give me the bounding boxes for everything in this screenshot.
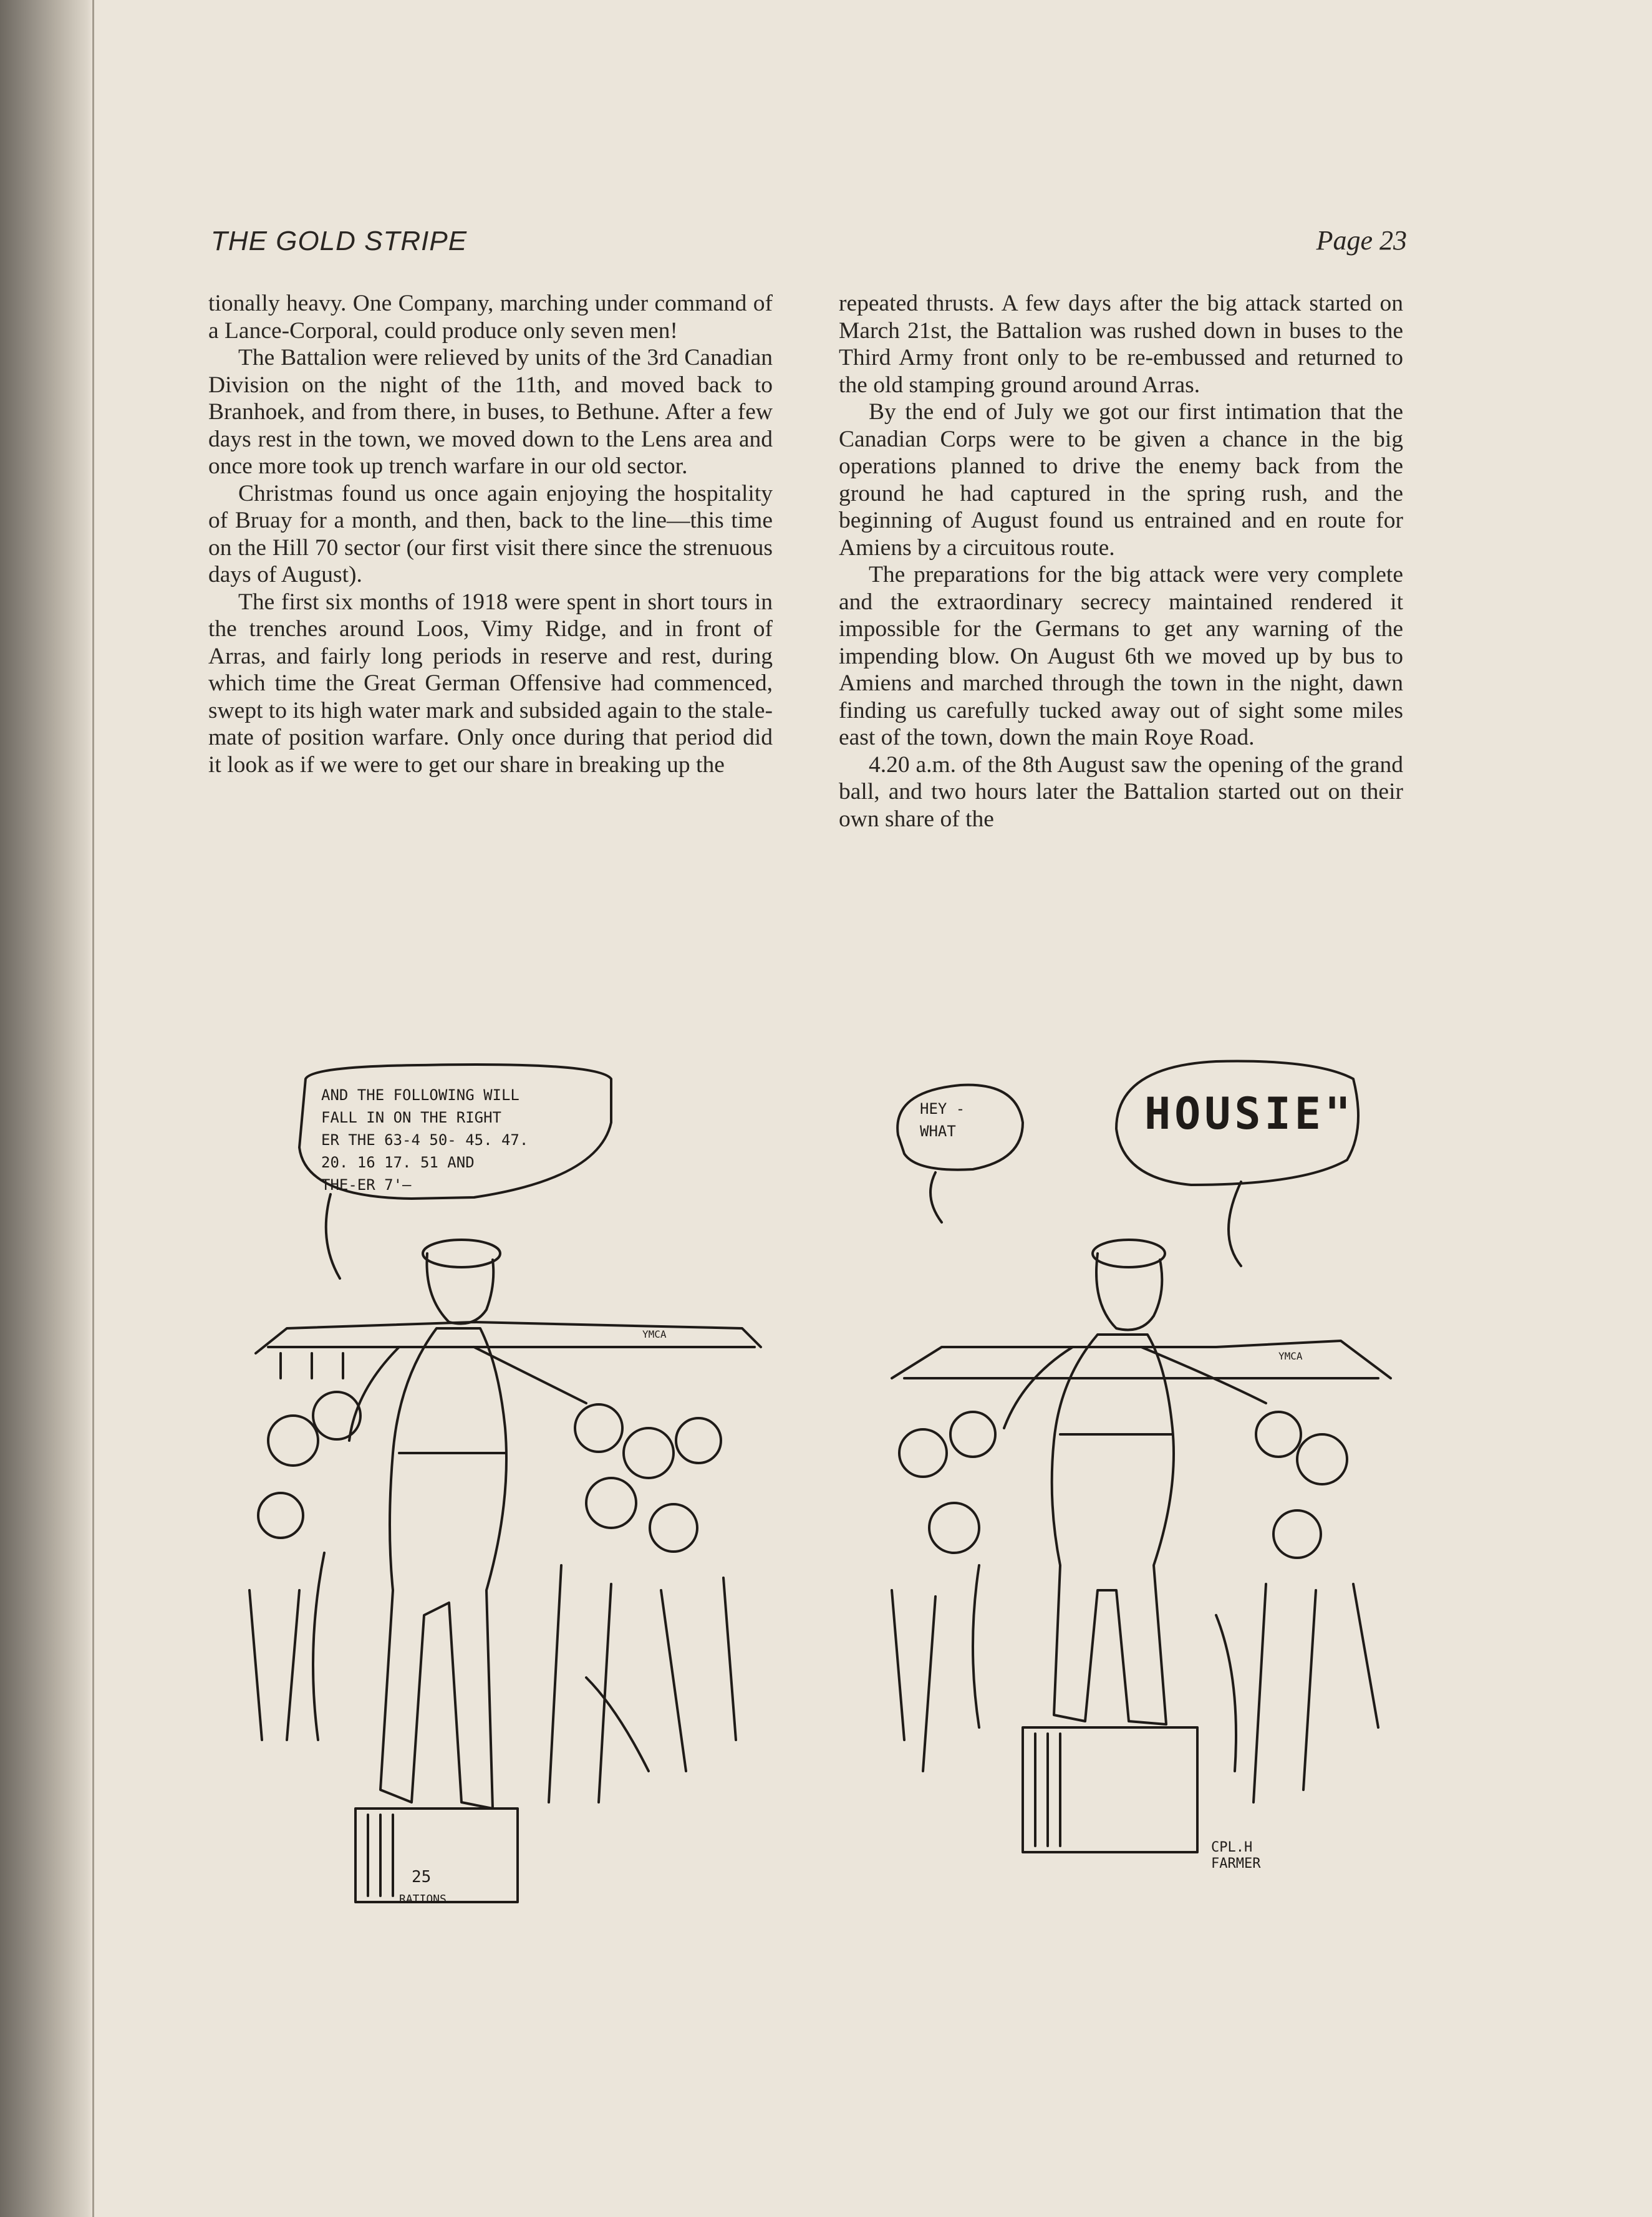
running-title: THE GOLD STRIPE xyxy=(211,226,468,256)
hut-sign: YMCA xyxy=(642,1328,667,1340)
hut-sign: YMCA xyxy=(1278,1350,1303,1362)
big-speech-bubble-text: HOUSIE" xyxy=(1144,1088,1355,1139)
page-number: Page 23 xyxy=(1316,225,1407,256)
book-binding-shadow xyxy=(0,0,94,2217)
paragraph: tionally heavy. One Company, marching under command of a Lance-Corporal, could produce only seven men! xyxy=(208,291,773,344)
paragraph: The preparations for the big attack were very complete and the extraordinary secrecy maintained rendered it impossible for the Germans to get any warning of the impending blow. On August 6th we moved up by bus to Amiens and marched through the town in the night, dawn finding us carefully tucked away out of sight some miles east of the town, down the main Roye Road. xyxy=(839,562,1403,750)
box-number: 25 xyxy=(412,1868,432,1886)
paragraph: By the end of July we got our first intimation that the Canadian Corps were to be given a chance in the big operations planned to drive the enemy back from the ground he had captured in the spring rush, and the beginning of August found us entrained and en route for Amiens by a circuitous route. xyxy=(839,399,1403,561)
speech-bubble-text: AND THE FOLLOWING WILL FALL IN ON THE RIGHT ER THE 63-4 50- 45. 47. 20. 16 17. 51 AND THE-ER 7'— xyxy=(321,1086,529,1194)
box-label: RATIONS xyxy=(399,1893,447,1906)
right-text-column xyxy=(839,290,1403,833)
cartoon-officer-reading-list xyxy=(212,1054,804,1971)
cartoon-officer-calling-housie xyxy=(867,1054,1416,1908)
page-edge xyxy=(92,0,94,2217)
artist-signature: CPL.H FARMER xyxy=(1211,1840,1261,1872)
paragraph: Christmas found us once again enjoying the hospitality of Bruay for a month, and then, back to the line—this time on the Hill 70 sector (our first visit there since the strenuous days of August). xyxy=(208,480,773,587)
paragraph: The first six months of 1918 were spent in short tours in the trenches around Loos, Vimy Ridge, and in front of Arras, and fairly long periods in reserve and rest, during which time the Great German Offensive had commenced, swept to its high water mark and subsided again to the stale-mate of position warfare. Only once during that period did it look as if we were to get our share in breaking up the xyxy=(208,589,773,778)
paragraph: 4.20 a.m. of the 8th August saw the opening of the grand ball, and two hours later the Battalion started out on their own share of the xyxy=(839,751,1403,832)
paragraph: The Battalion were relieved by units of the 3rd Canadian Division on the night of the 11th, and moved back to Branhoek, and from there, in buses, to Bethune. After a few days rest in the town, we moved down to the Lens area and once more took up trench warfare in our old sector. xyxy=(208,345,773,479)
paragraph: repeated thrusts. A few days after the big attack started on March 21st, the Battalion was rushed down in buses to the Third Army front only to be re-embussed and returned to the old stamping ground around Arras. xyxy=(839,291,1403,398)
left-text-column xyxy=(208,290,773,778)
small-speech-bubble-text: HEY - WHAT xyxy=(920,1100,965,1140)
cartoon-right-drawing xyxy=(867,1054,1416,1908)
